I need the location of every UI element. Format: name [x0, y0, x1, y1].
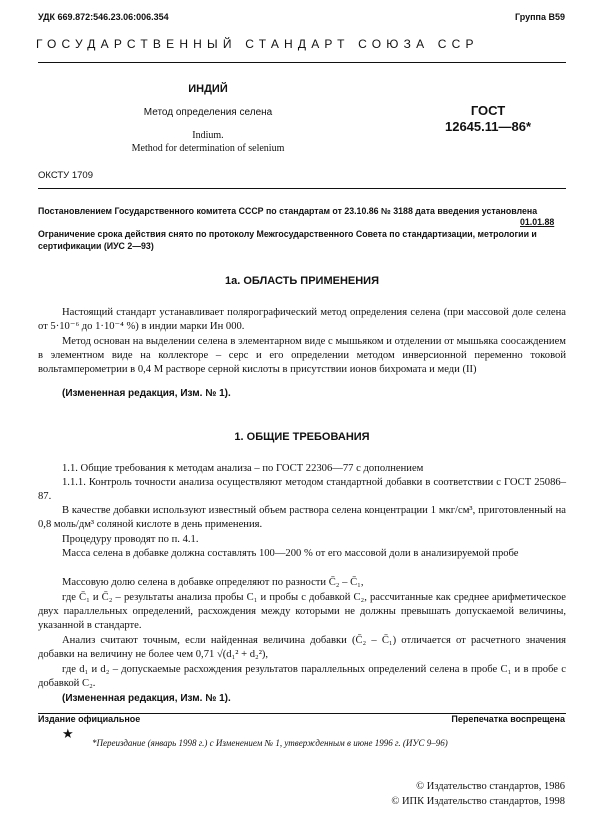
udk-code: УДК 669.872:546.23.06:006.354 [38, 12, 169, 22]
section-1-paragraph-8: Анализ считают точным, если найденная величина добавки (C̄₂ – C̄₁) отличается от расчетного значения добавки на величину не более чем 0,71 √(d₁² + d₂²), [38, 635, 566, 661]
section-1-paragraph-5: Масса селена в добавке должна составлять 100—200 % от его массовой доли в анализируемой пробе [62, 548, 519, 559]
title-divider [38, 188, 566, 189]
english-title: Indium. [192, 130, 224, 141]
section-1-paragraph-6: Массовую долю селена в добавке определяют по разности C̄₂ – C̄₁, [62, 577, 364, 588]
official-edition: Издание официальное [38, 714, 141, 724]
group-code: Группа В59 [514, 12, 565, 22]
section-1a-paragraph-1: Настоящий стандарт устанавливает полярографический метод определения селена (при массовой доле селена от 5·10⁻⁶ до 1·10⁻⁴ %) в индии марки Ин 000. [38, 307, 566, 333]
section-1-paragraph-1: 1.1. Общие требования к методам анализа – по ГОСТ 22306—77 с дополнением [62, 463, 424, 474]
reissue-note: *Переиздание (январь 1998 г.) с Изменением № 1, утвержденным в июне 1996 г. (ИУС 9–96) [92, 738, 448, 748]
effective-date: 01.01.88 [520, 217, 555, 227]
star-icon: ★ [62, 726, 74, 741]
section-1-paragraph-3: В качестве добавки используют известный объем раствора селена концентрации 1 мкг/см³, приготовленный на 0,8 моль/дм³ соляной кислоте в день применения. [38, 505, 566, 531]
reprint-prohibited: Перепечатка воспрещена [451, 714, 565, 724]
section-1-heading: 1. ОБЩИЕ ТРЕБОВАНИЯ [234, 431, 370, 443]
section-1-paragraph-7: где C̄₁ и C̄₂ – результаты анализа пробы C₁ и пробы с добавкой C₂, рассчитанные как среднее арифметическое двух параллельных определений, расхождения между которыми не должны превышать допускаемой величины, указанной в стандарте. [38, 592, 566, 632]
section-1a-change-note: (Измененная редакция, Изм. № 1). [62, 388, 231, 399]
english-subtitle: Method for determination of selenium [131, 143, 285, 154]
section-1-paragraph-9: где d₁ и d₂ – допускаемые расхождения результатов параллельных определений селена в пробе C₁ и в пробе с добавкой C₂. [38, 664, 566, 690]
standard-line: ГОСУДАРСТВЕННЫЙ СТАНДАРТ СОЮЗА ССР [36, 37, 479, 51]
validity-note: Ограничение срока действия снято по протоколу Межгосударственного Совета по стандартизации, метрологии и сертификации (ИУС 2—93) [38, 229, 537, 251]
document-title: ИНДИЙ [188, 83, 228, 95]
oksp-code: ОКСТУ 1709 [38, 170, 93, 181]
decree-text: Постановлением Государственного комитета СССР по стандартам от 23.10.86 № 3188 дата введения установлена [38, 206, 538, 216]
copyright-1986: © Издательство стандартов, 1986 [416, 781, 565, 792]
copyright-1998: © ИПК Издательство стандартов, 1998 [391, 796, 565, 807]
section-1-paragraph-4: Процедуру проводят по п. 4.1. [62, 534, 199, 545]
document-subtitle: Метод определения селена [143, 107, 273, 118]
section-1a-heading: 1а. ОБЛАСТЬ ПРИМЕНЕНИЯ [225, 275, 379, 287]
section-1-paragraph-2: 1.1.1. Контроль точности анализа осуществляют методом стандартной добавки в соответствии с ГОСТ 25086–87. [38, 477, 566, 503]
section-1-change-note: (Измененная редакция, Изм. № 1). [62, 693, 231, 704]
header-divider [38, 62, 566, 63]
gost-label: ГОСТ [470, 103, 506, 118]
gost-number: 12645.11—86* [444, 119, 532, 134]
section-1a-paragraph-2: Метод основан на выделении селена в элементарном виде с мышьяком и отделении от мышьяка соосаждением в элементном виде на коллекторе – серс и его определении методом инверсионной переменно токовой вольтамперометрии в 0,4 М растворе серной кислоты в присутствии ионов бихромата и меди (II) [38, 336, 566, 376]
